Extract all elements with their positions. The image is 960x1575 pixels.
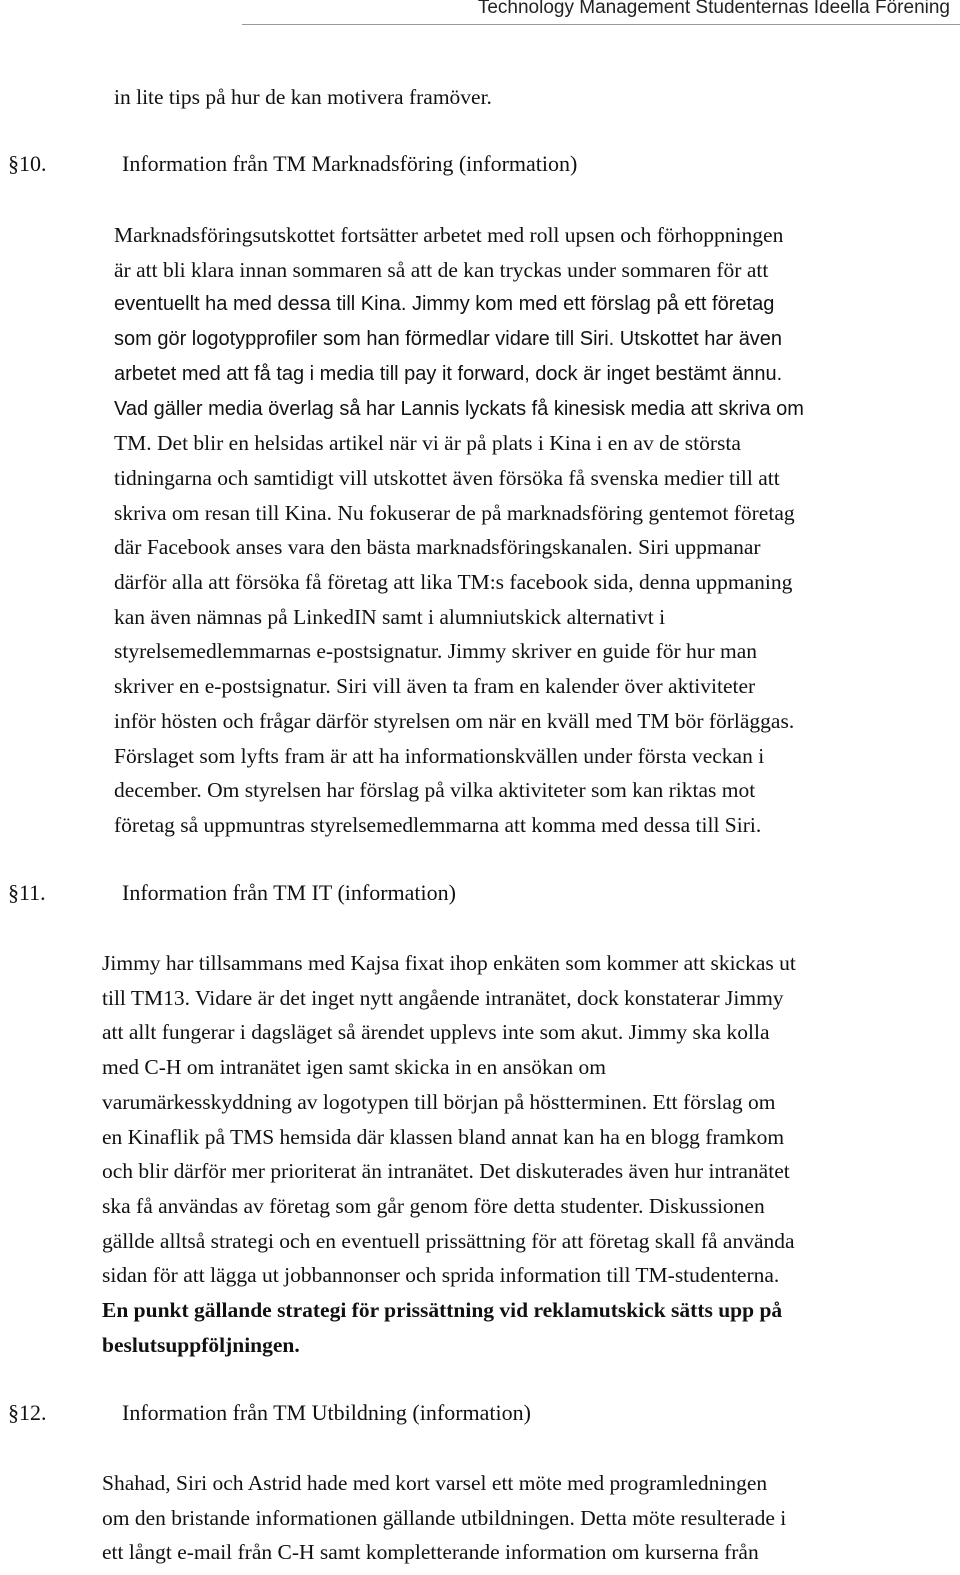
- header-org-name: Technology Management Studenternas Ideella Förening: [477, 0, 950, 18]
- text-line: inför hösten och frågar därför styrelsen om när en kväll med TM bör förläggas.: [114, 708, 795, 733]
- header-divider: [242, 24, 960, 25]
- text-line: med C-H om intranätet igen samt skicka in en ansökan om: [102, 1055, 606, 1080]
- text-line: styrelsemedlemmarnas e-postsignatur. Jimmy skriver en guide för hur man: [114, 639, 758, 664]
- section-number: §12.: [8, 1400, 47, 1425]
- text-line: är att bli klara innan sommaren så att de kan tryckas under sommaren för att: [114, 257, 769, 282]
- text-line: Shahad, Siri och Astrid hade med kort varsel ett möte med programledningen: [102, 1471, 768, 1495]
- text-line: Förslaget som lyfts fram är att ha informationskvällen under första veckan i: [114, 743, 765, 768]
- text-line: att allt fungerar i dagsläget så ärendet upplevs inte som akut. Jimmy ska kolla: [102, 1020, 770, 1045]
- text-line: gällde alltså strategi och en eventuell prissättning för att företag skall få använda: [102, 1228, 795, 1253]
- text-line: Marknadsföringsutskottet fortsätter arbetet med roll upsen och förhoppningen: [114, 223, 784, 247]
- text-line: Vad gäller media överlag så har Lannis lyckats få kinesisk media att skriva om: [114, 397, 804, 420]
- text-line: tidningarna och samtidigt vill utskottet även försöka få svenska medier till att: [114, 465, 780, 490]
- text-line: december. Om styrelsen har förslag på vilka aktiviteter som kan riktas mot: [114, 778, 756, 803]
- text-line: arbetet med att få tag i media till pay it forward, dock är inget bestämt ännu.: [114, 362, 783, 385]
- text-line: Jimmy har tillsammans med Kajsa fixat ihop enkäten som kommer att skickas ut: [102, 951, 796, 975]
- text-line: varumärkesskyddning av logotypen till början på höstterminen. Ett förslag om: [102, 1089, 776, 1114]
- text-line: kan även nämnas på LinkedIN samt i alumniutskick alternativt i: [114, 604, 666, 629]
- text-line: skriver en e-postsignatur. Siri vill även ta fram en kalender över aktiviteter: [114, 674, 756, 699]
- text-line: ett långt e-mail från C-H samt kompletterande information om kurserna från: [102, 1540, 759, 1565]
- text-line: en Kinaflik på TMS hemsida där klassen bland annat kan ha en blogg framkom: [102, 1124, 785, 1149]
- text-line: TM. Det blir en helsidas artikel när vi är på plats i Kina i en av de största: [114, 431, 741, 456]
- text-line: som gör logotypprofiler som han förmedlar vidare till Siri. Utskottet har även: [114, 328, 783, 351]
- section-12-body: [102, 1466, 786, 1570]
- text-line: eventuellt ha med dessa till Kina. Jimmy kom med ett förslag på ett företag: [114, 293, 775, 316]
- decision-line: beslutsuppföljningen.: [102, 1332, 300, 1357]
- intro-paragraph: [114, 80, 492, 115]
- text-line: skriva om resan till Kina. Nu fokuserar de på marknadsföring gentemot företag: [114, 500, 795, 525]
- text-line: in lite tips på hur de kan motivera framöver.: [114, 85, 492, 109]
- decision-line: En punkt gällande strategi för prissättning vid reklamutskick sätts upp på: [102, 1298, 783, 1323]
- text-line: till TM13. Vidare är det inget nytt angående intranätet, dock konstaterar Jimmy: [102, 985, 784, 1010]
- section-11-body: [102, 946, 796, 1362]
- section-title: Information från TM Marknadsföring (information): [122, 151, 578, 176]
- text-line: företag så uppmuntras styrelsemedlemmarna att komma med dessa till Siri.: [114, 812, 762, 837]
- text-line: om den bristande informationen gällande utbildningen. Detta möte resulterade i: [102, 1505, 787, 1530]
- text-line: och blir därför mer prioriterat än intranätet. Det diskuterades även hur intranätet: [102, 1159, 790, 1184]
- section-title: Information från TM IT (information): [122, 880, 456, 905]
- section-10-body: [114, 218, 804, 843]
- text-line: sidan för att lägga ut jobbannonser och sprida information till TM-studenterna.: [102, 1263, 780, 1288]
- section-title: Information från TM Utbildning (information): [122, 1400, 531, 1425]
- text-line: ska få användas av företag som går genom före detta studenter. Diskussionen: [102, 1193, 765, 1218]
- text-line: där Facebook anses vara den bästa marknadsföringskanalen. Siri uppmanar: [114, 535, 761, 560]
- text-line: därför alla att försöka få företag att lika TM:s facebook sida, denna uppmaning: [114, 570, 793, 595]
- section-number: §10.: [8, 151, 47, 176]
- section-number: §11.: [8, 880, 46, 905]
